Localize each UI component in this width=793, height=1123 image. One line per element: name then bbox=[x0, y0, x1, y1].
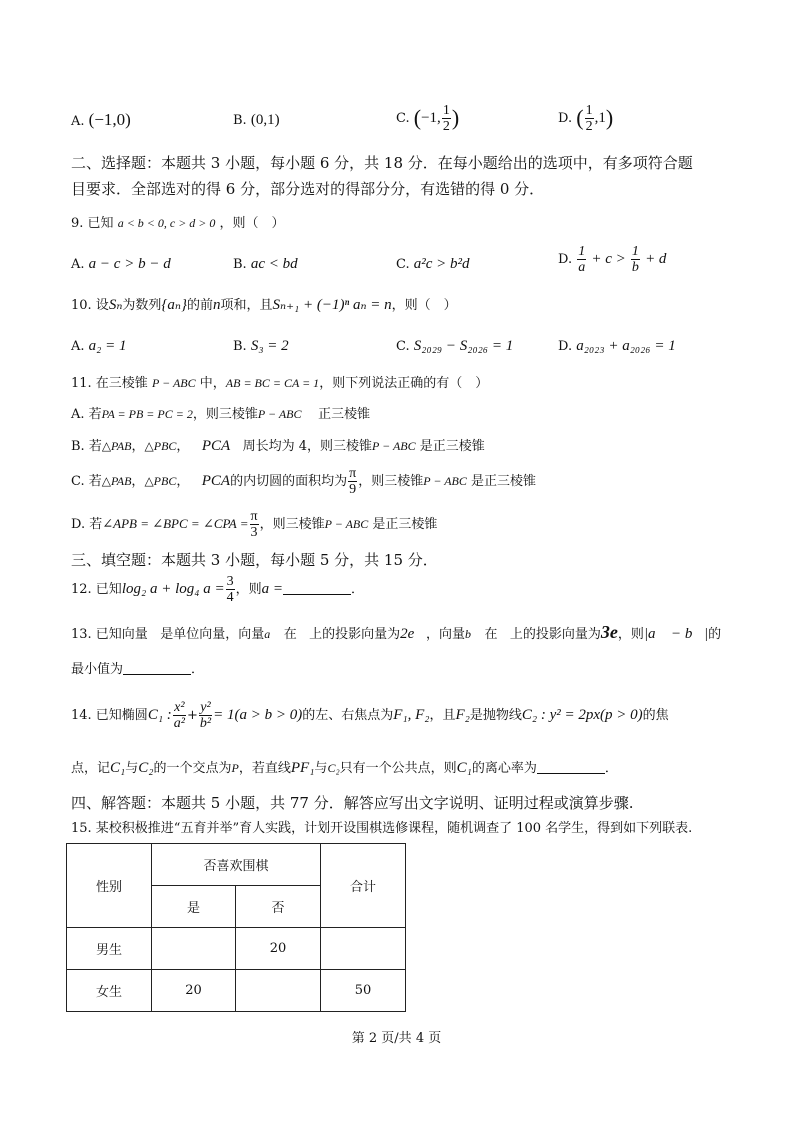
table-cell: 男生 bbox=[67, 928, 152, 970]
q10-option-c[interactable]: C. S₂₀₂₉ − S₂₀₂₆ = 1 bbox=[396, 338, 514, 354]
table-header-gender: 性别 bbox=[67, 844, 152, 928]
q14-line1: 14. 已知椭圆C₁ : $\frac{\text{x²}}{\text{a²}}$ + $\frac{\text{y²}}{\text{b²}}$ = 1(a > b > 0)的左、右焦点为F₁, F₂，且F₂是抛物线C₂ : y² = 2px(p > 0)的焦 bbox=[71, 700, 669, 731]
q14-line2: 点，记C₁与C₂的一个交点为P，若直线PF₁与C₂只有一个公共点，则C₁的离心率为 ． bbox=[71, 760, 618, 776]
answer-blank[interactable] bbox=[123, 660, 191, 675]
table-row bbox=[67, 970, 406, 1012]
paren-open: ( bbox=[413, 105, 422, 130]
table-header-total: 合计 bbox=[321, 844, 406, 928]
option-expr: −1, bbox=[421, 110, 441, 126]
section4-heading: 四、解答题：本题共 5 小题，共 77 分．解答应写出文字说明、证明过程或演算步骤. bbox=[71, 794, 634, 812]
table-cell bbox=[152, 928, 236, 970]
answer-blank[interactable] bbox=[283, 580, 351, 595]
fraction: $\frac{1}{2}$ bbox=[585, 103, 593, 134]
paren-open: ( bbox=[576, 105, 584, 130]
table-header-like: 否喜欢围棋 bbox=[152, 844, 321, 886]
q15-stem: 15. 某校积极推进“五育并举”育人实践，计划开设围棋选修课程，随机调查了 100 名学生，得到如下列联表. bbox=[71, 821, 693, 836]
page-footer: 第 2 页/共 4 页 bbox=[351, 1031, 442, 1046]
fraction: $\frac{3}{4}$ bbox=[226, 574, 234, 605]
q10-stem: 10. 设Sₙ为数列{aₙ}的前n项和，且Sₙ₊₁ + (−1)ⁿ aₙ = n，则（ ） bbox=[71, 297, 457, 313]
q11-option-b[interactable]: B. 若△PAB，△PBC， PCA 周长均为 4，则三棱锥P − ABC 是正三棱锥 bbox=[71, 438, 485, 454]
q9-option-b[interactable]: B. ac < bd bbox=[233, 256, 298, 272]
option-label: C. bbox=[396, 111, 410, 126]
table-cell: 女生 bbox=[67, 970, 152, 1012]
paren-close: ) bbox=[451, 105, 460, 130]
table-row bbox=[67, 928, 406, 970]
option-expr: (−1,0) bbox=[88, 110, 131, 129]
q10-option-a[interactable]: A. a₂ = 1 bbox=[71, 338, 127, 354]
table-header-no: 否 bbox=[236, 886, 321, 928]
q8-option-a[interactable] bbox=[71, 111, 131, 131]
option-label: B. bbox=[233, 113, 247, 128]
q11-option-d[interactable]: D. 若∠APB = ∠BPC = ∠CPA = $\frac{\pi}{3}$ ，则三棱锥P − ABC 是正三棱锥 bbox=[71, 509, 438, 540]
q8-option-c[interactable] bbox=[396, 103, 459, 134]
option-expr: ,1 bbox=[594, 110, 606, 126]
table-cell: 50 bbox=[321, 970, 406, 1012]
section2-line2: 目要求．全部选对的得 6 分，部分选对的得部分分，有选错的得 0 分． bbox=[71, 180, 545, 198]
q8-option-d[interactable] bbox=[558, 103, 613, 134]
fraction: $\frac{\pi}{9}$ bbox=[349, 466, 357, 497]
q8-option-b[interactable] bbox=[233, 111, 280, 130]
section2-line1: 二、选择题：本题共 3 小题，每小题 6 分，共 18 分．在每小题给出的选项中，有多项符合题 bbox=[71, 154, 693, 172]
paren-close: ) bbox=[605, 105, 614, 130]
fraction: $\frac{\text{x²}}{\text{a²}}$ bbox=[173, 700, 185, 731]
q10-option-d[interactable]: D. a₂₀₂₃ + a₂₀₂₆ = 1 bbox=[558, 338, 676, 354]
fraction: $\frac{1}{2}$ bbox=[442, 103, 450, 134]
table-cell bbox=[236, 970, 321, 1012]
q12: 12. 已知log₂ a + log₄ a = $\frac{3}{4}$ ，则a = ． bbox=[71, 574, 364, 605]
contingency-table bbox=[66, 843, 406, 1012]
table-cell bbox=[321, 928, 406, 970]
q9-stem: 9. 已知 a < b < 0, c > d > 0 ，则（ ） bbox=[71, 216, 285, 231]
q11-stem: 11. 在三棱锥 P − ABC 中，AB = BC = CA = 1，则下列说法正确的有（ ） bbox=[71, 376, 489, 391]
table-cell: 20 bbox=[236, 928, 321, 970]
table-cell: 20 bbox=[152, 970, 236, 1012]
q9-option-d[interactable]: D. $\frac{1}{a}$ + c > $\frac{1}{b}$ + d bbox=[558, 244, 667, 275]
fraction: $\frac{1}{a}$ bbox=[578, 244, 586, 275]
q13-line2: 最小值为 ． bbox=[71, 662, 205, 677]
answer-blank[interactable] bbox=[537, 759, 605, 774]
option-label: A. bbox=[71, 114, 85, 129]
q9-option-c[interactable]: C. a²c > b²d bbox=[396, 256, 470, 272]
section3-heading: 三、填空题：本题共 3 小题，每小题 5 分，共 15 分． bbox=[71, 551, 438, 569]
option-expr: (0,1) bbox=[250, 112, 280, 128]
q9-option-a[interactable]: A. a − c > b − d bbox=[71, 256, 171, 272]
q11-option-a[interactable]: A. 若PA = PB = PC = 2，则三棱锥P − ABC 正三棱锥 bbox=[71, 407, 371, 422]
q11-option-c[interactable]: C. 若△PAB，△PBC， PCA的内切圆的面积均为 $\frac{\pi}{9}$ ，则三棱锥P − ABC 是正三棱锥 bbox=[71, 466, 537, 497]
q13-line1: 13. 已知向量 是单位向量，向量a⃗ 在 上的投影向量为2e⃗，向量b⃗ 在 上的投影向量为3e，则|a⃗ − b⃗|的 bbox=[71, 622, 722, 642]
fraction: $\frac{1}{b}$ bbox=[631, 244, 639, 275]
fraction: $\frac{\text{y²}}{\text{b²}}$ bbox=[199, 700, 212, 731]
option-label: D. bbox=[558, 111, 573, 126]
q10-option-b[interactable]: B. S₃ = 2 bbox=[233, 338, 289, 354]
table-header-yes: 是 bbox=[152, 886, 236, 928]
fraction: $\frac{\pi}{3}$ bbox=[250, 509, 258, 540]
